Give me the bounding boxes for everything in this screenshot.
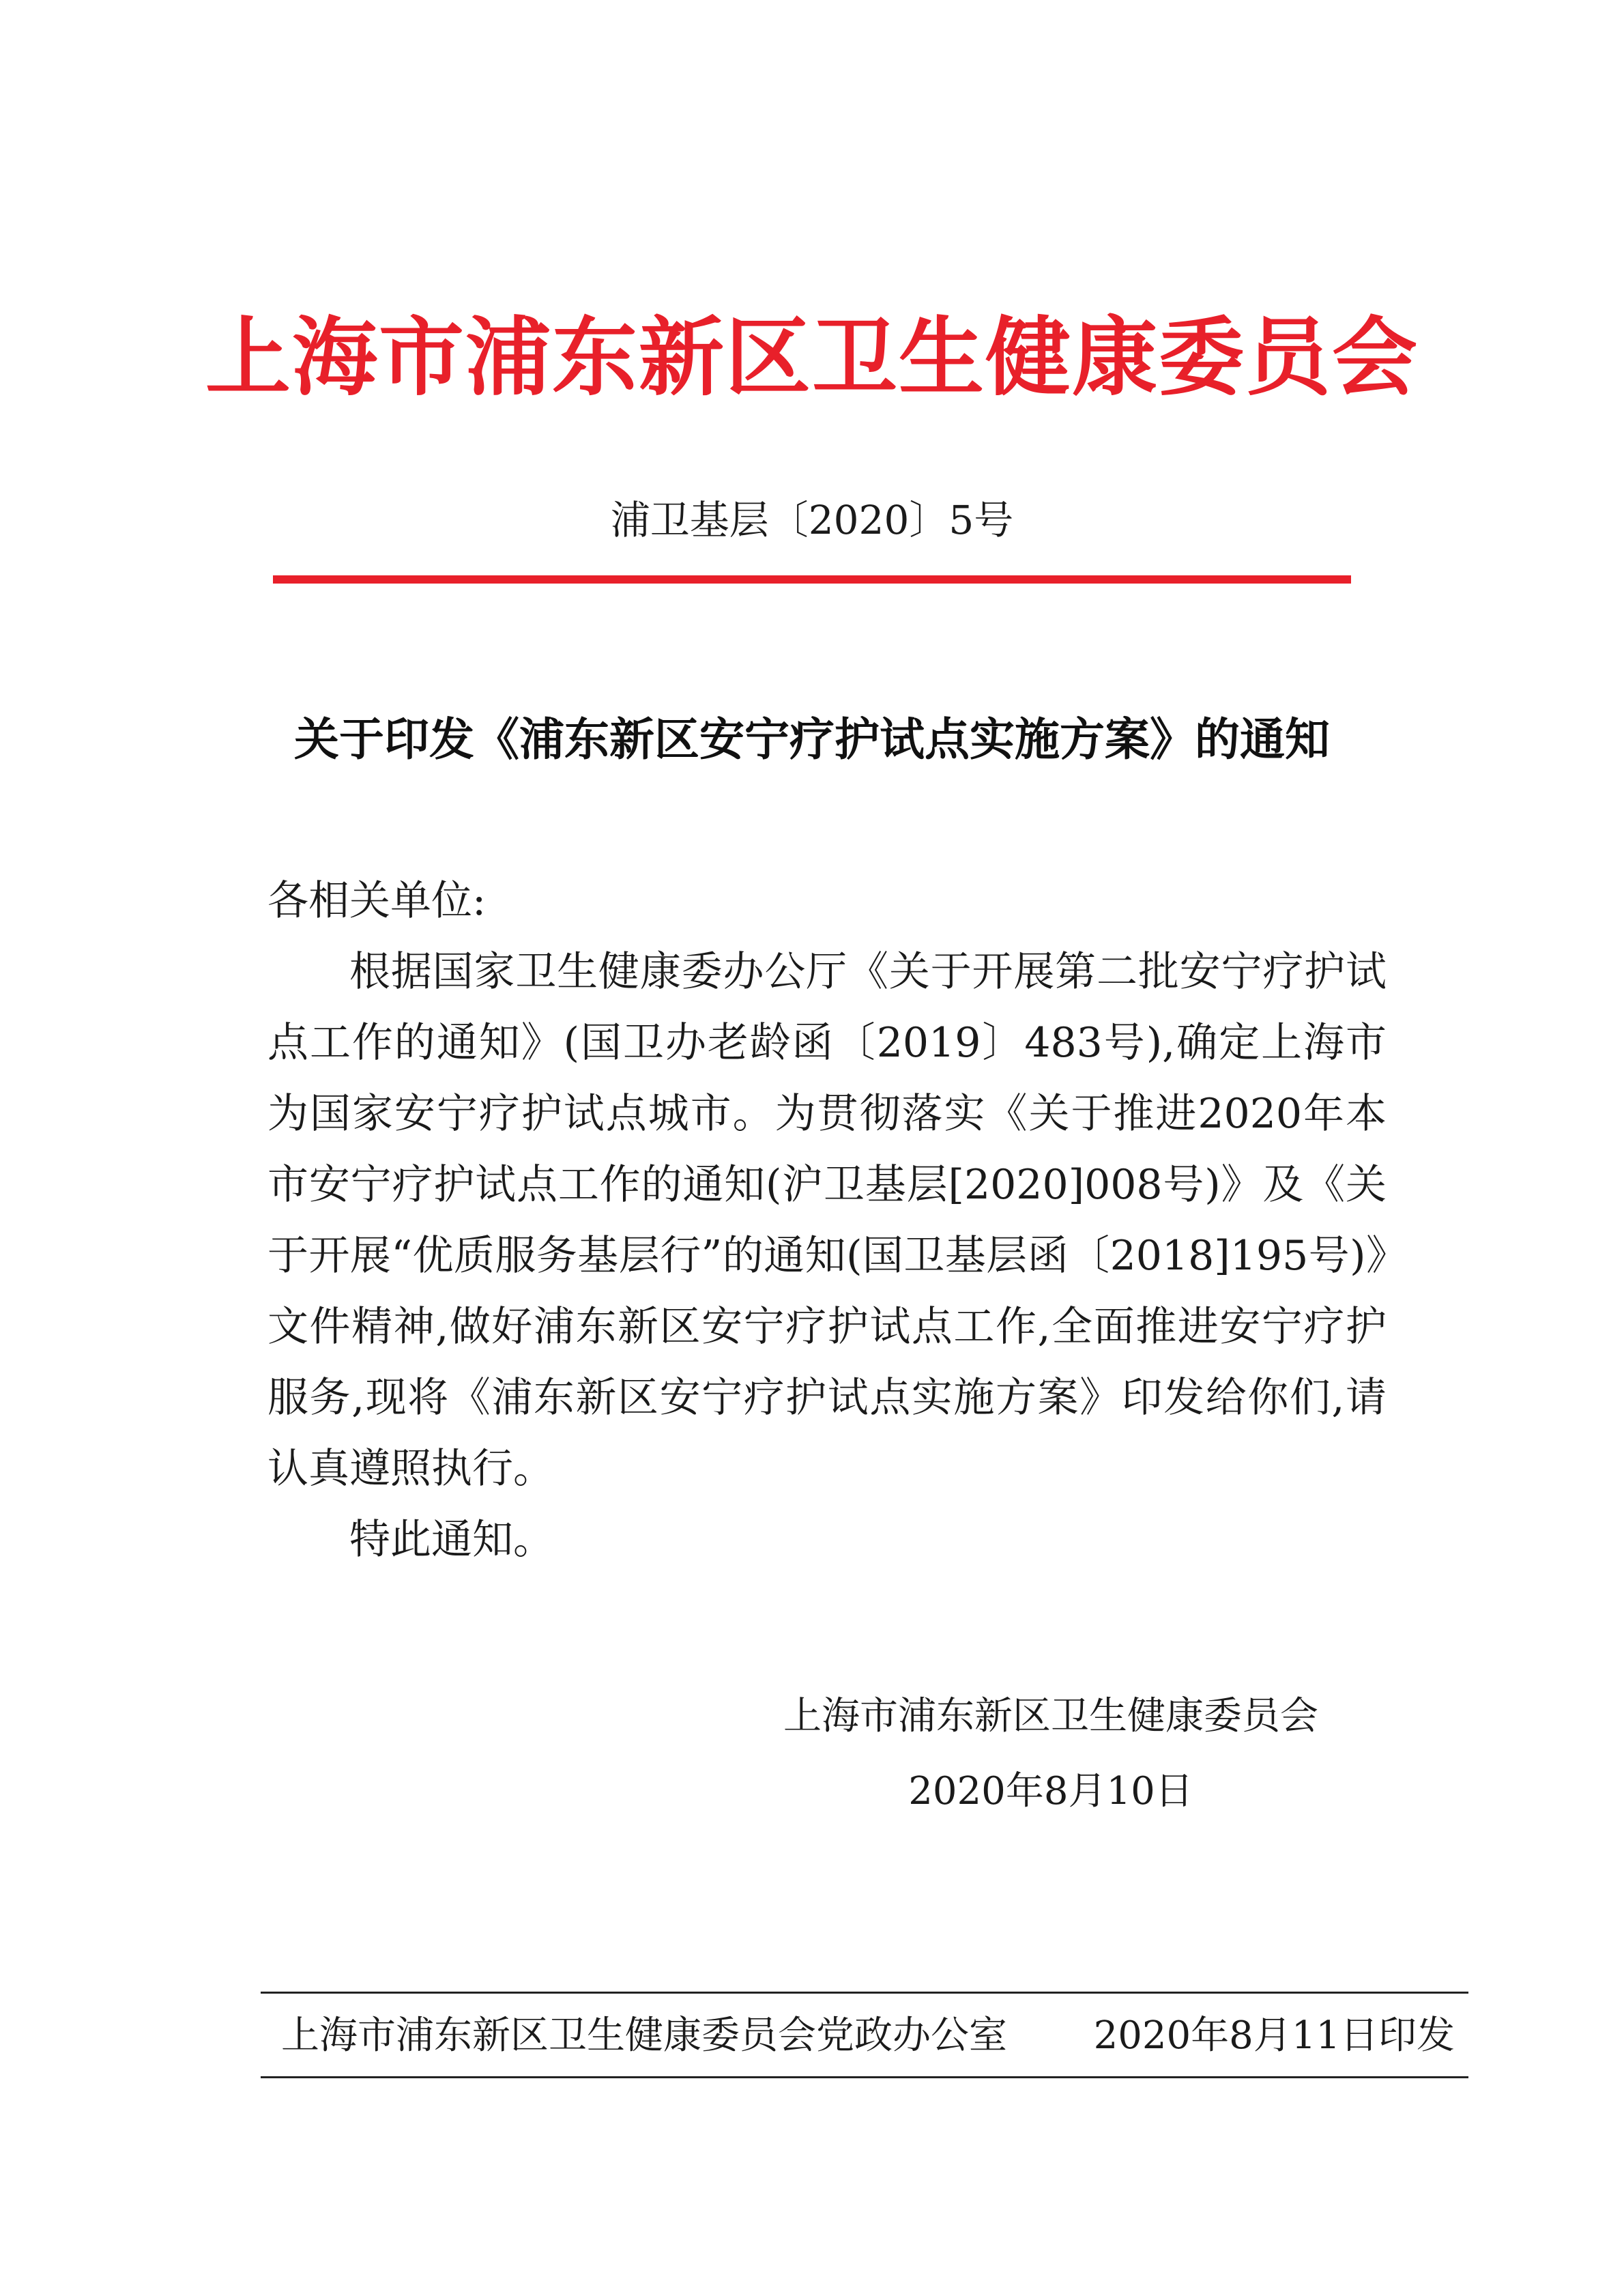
footer-info [281,2012,1455,2060]
red-separator-line [273,575,1351,584]
signature-block [751,1679,1351,1829]
masthead-title: 上海市浦东新区卫生健康委员会 [205,308,1419,407]
body-paragraph-main: 根据国家卫生健康委办公厅《关于开展第二批安宁疗护试点工作的通知》(国卫办老龄函〔2019〕483号),确定上海市为国家安宁疗护试点城市。为贯彻落实《关于推进2020年本市安宁疗护试点工作的通知(沪卫基层[2020]008号)》及《关于开展“优质服务基层行”的通知(国卫基层函〔2018]195号)》文件精神,做好浦东新区安宁疗护试点工作,全面推进安宁疗护服务,现将《浦东新区安宁疗护试点实施方案》印发给你们,请认真遵照执行。 [267,948,1387,1493]
salutation: 各相关单位: [267,877,487,925]
footer-issuer: 上海市浦东新区卫生健康委员会党政办公室 [281,2013,1007,2058]
footer-issued-date: 2020年8月11日印发 [1093,2013,1455,2058]
footer-bottom-rule [261,2076,1468,2078]
document-number: 浦卫基层〔2020〕5号 [610,497,1014,543]
body-paragraph-closing: 特此通知。 [349,1516,554,1564]
footer-top-rule [261,1992,1468,1994]
signature-date: 2020年8月10日 [908,1769,1193,1813]
document-title: 关于印发《浦东新区安宁疗护试点实施方案》的通知 [294,713,1330,766]
document-body [267,865,1387,1575]
signature-organization: 上海市浦东新区卫生健康委员会 [783,1694,1318,1738]
